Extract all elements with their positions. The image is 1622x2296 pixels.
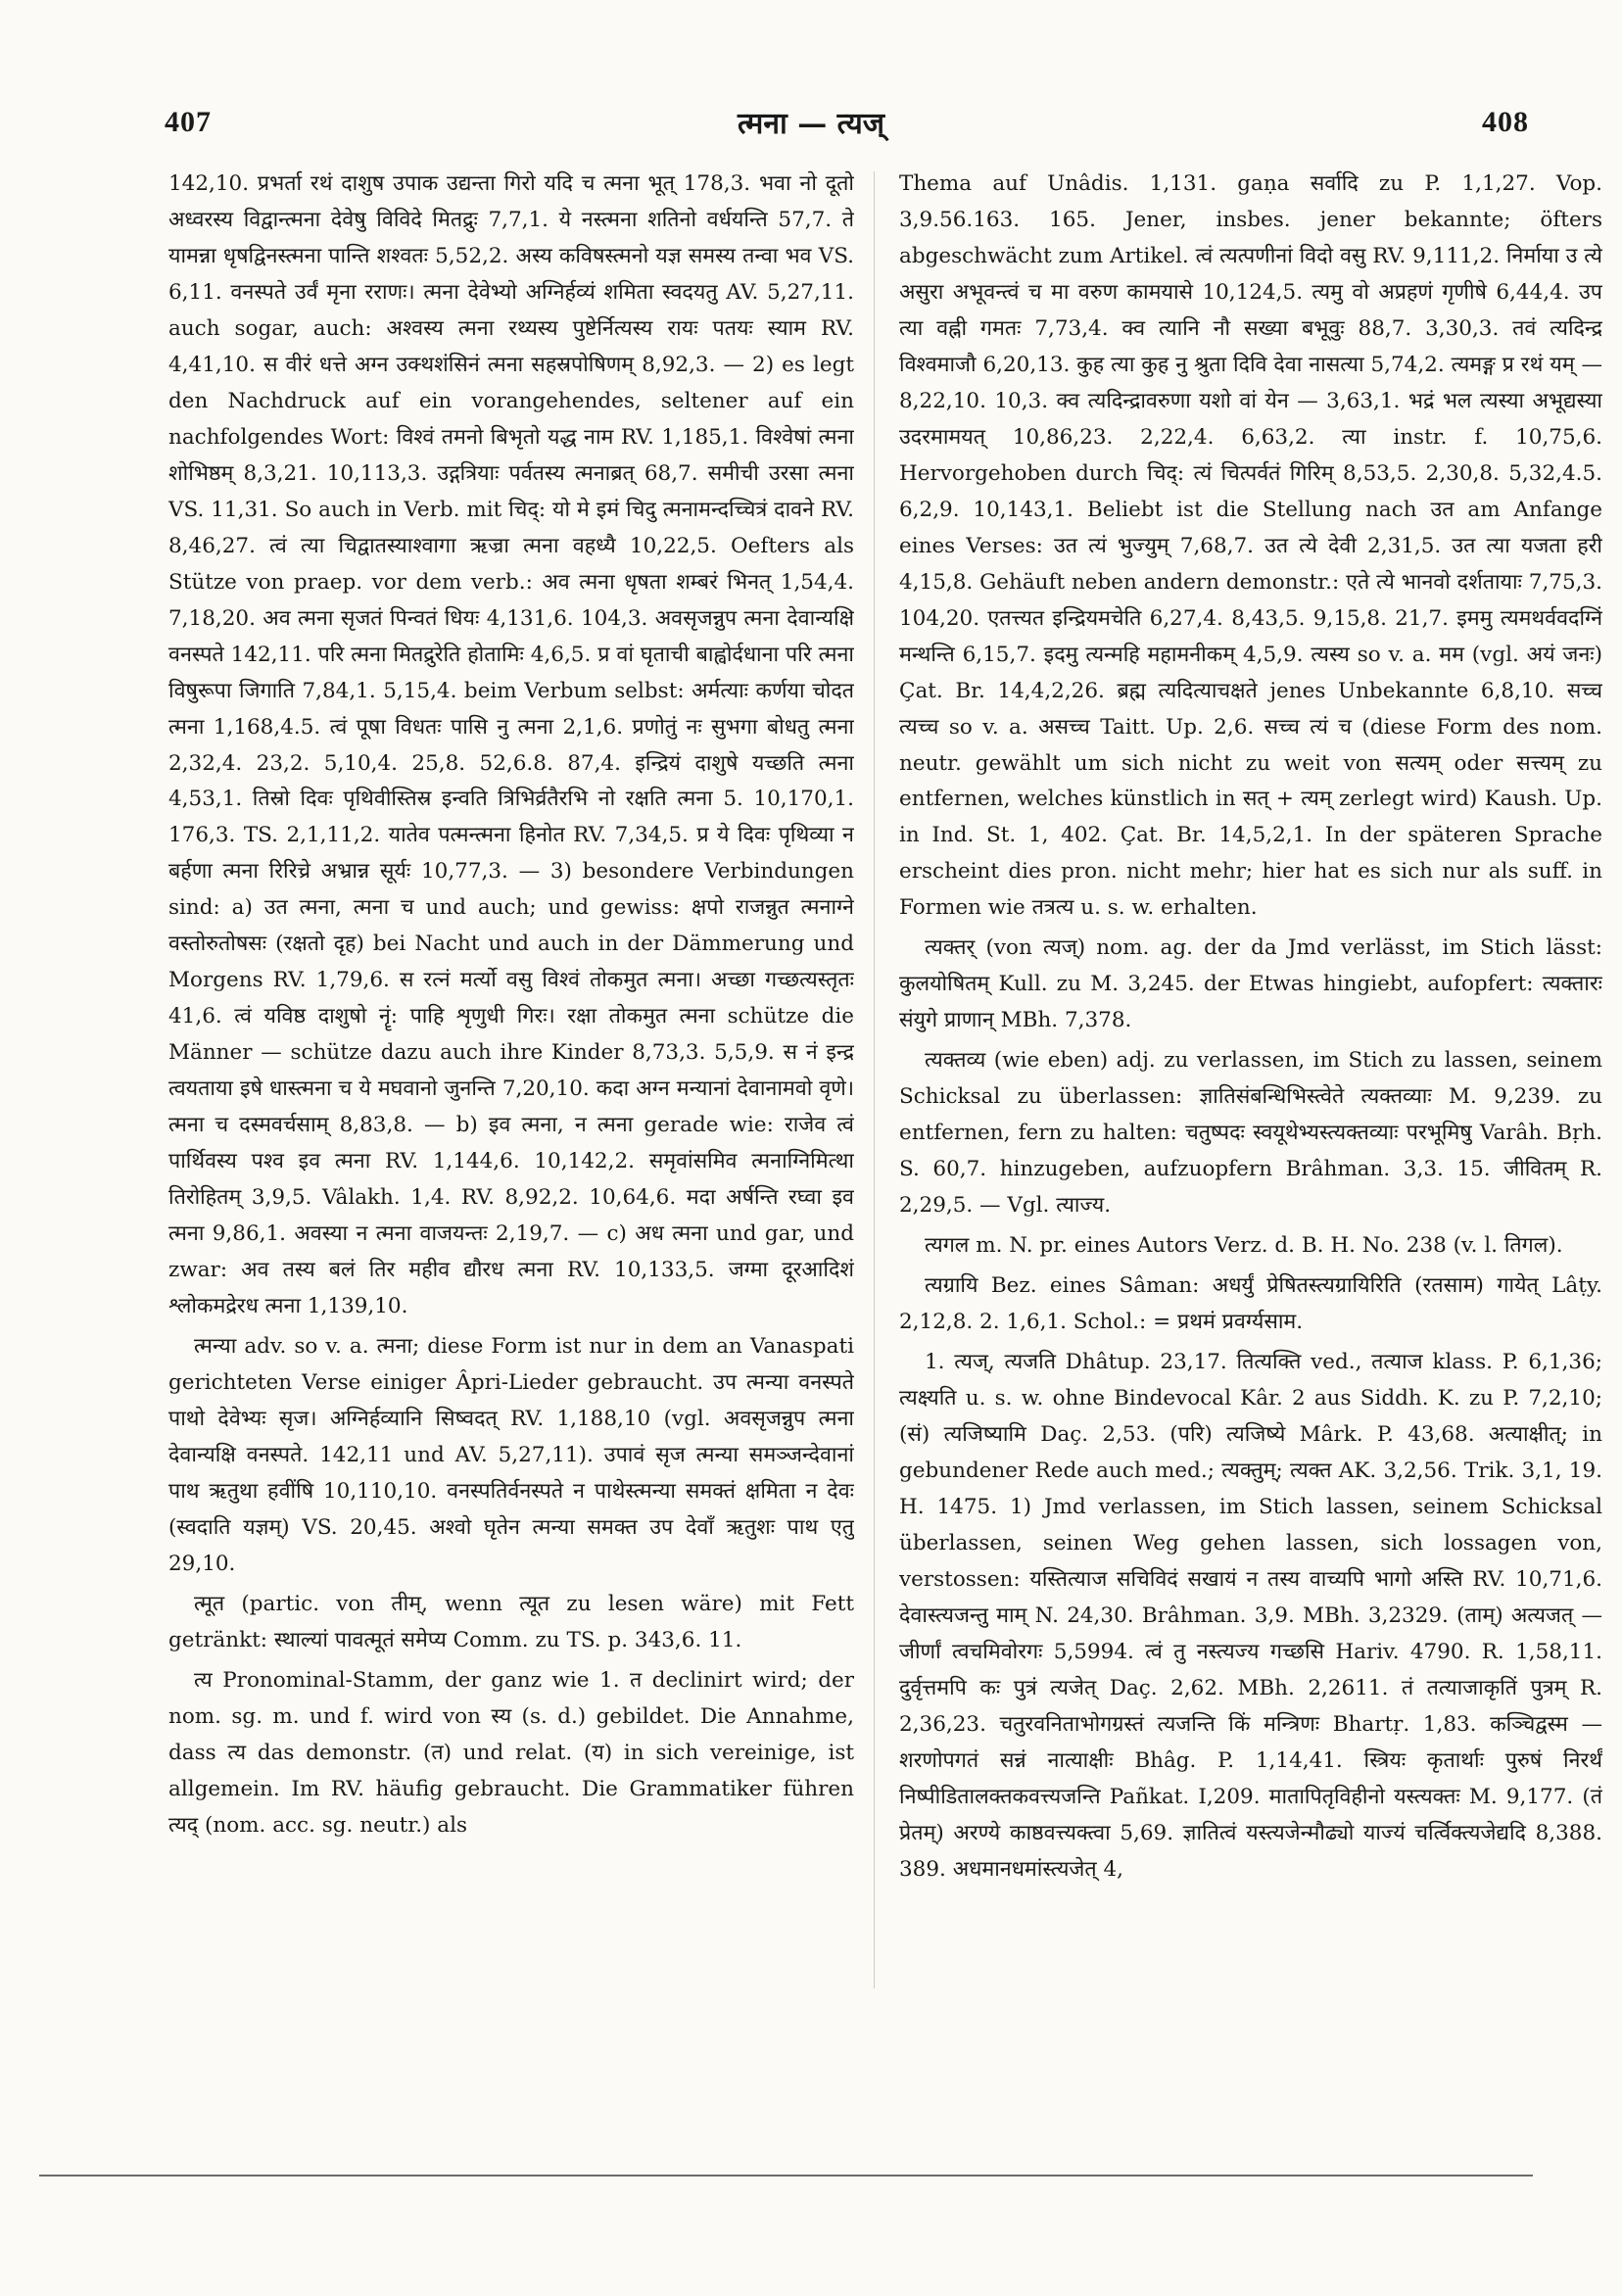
right-page-number: 408 [1482, 106, 1529, 138]
running-title: त्मना — त्यज् [737, 107, 885, 141]
entry-paragraph: 1. त्यज्, त्यजति Dhâtup. 23,17. तित्यक्ति ved., तत्याज klass. P. 6,1,36; त्यक्ष्यति u. s. w. ohne Bindevocal Kâr. 2 aus Siddh. K. zu P. 7,2,10; (सं) त्यजिष्यामि Daç. 2,53. (परि) त्यजिष्ये Mârk. P. 43,68. अत्याक्षीत्; in gebundener Rede auch med.; त्यक्तुम्; त्यक्त AK. 3,2,56. Trik. 3,1, 19. H. 1475. 1) Jmd verlassen, im Stich lassen, seinem Schicksal überlassen, seinen Weg gehen lassen, sich lossagen von, verstossen: यस्तित्याज सचिविदं सखायं न तस्य वाच्यपि भागो अस्ति RV. 10,71,6. देवास्त्यजन्तु माम् N. 24,30. Brâhman. 3,9. MBh. 3,2329. (ताम्) अत्यजत् — जीर्णां त्वचमिवोरगः 5,5994. त्वं तु नस्त्यज्य गच्छसि Hariv. 4790. R. 1,58,11. दुर्वृत्तमपि कः पुत्रं त्यजेत् Daç. 2,62. MBh. 2,2611. तं तत्याजाकृतिं पुत्रम् R. 2,36,23. चतुरवनिताभोगग्रस्तं त्यजन्ति किं मन्त्रिणः Bhartṛ. 1,83. कञ्चिद्वस्म — शरणोपगतं सन्नं नात्याक्षीः Bhâg. P. 1,14,41. स्त्रियः कृतार्थाः पुरुषं निरर्थं निष्पीडितालक्तकवत्त्यजन्ति Pañkat. I,209. मातापितृविहीनो यस्त्यक्तः M. 9,177. (तं प्रेतम्) अरण्ये काष्ठवत्त्यक्त्वा 5,69. ज्ञातित्वं यस्त्यजेन्मौढ्यो याज्यं चर्त्विक्त्यजेद्यदि 8,388. 389. अधमानधमांस्त्यजेत् 4, [899, 1350, 1602, 1882]
entry-paragraph: त्य Pronominal-Stamm, der ganz wie 1. त declinirt wird; der nom. sg. m. und f. wird von स्य (s. d.) gebildet. Die Annahme, dass त्य das demonstr. (त) und relat. (य) in sich vereinige, ist allgemein. Im RV. häufig gebraucht. Die Grammatiker führen त्यद् (nom. acc. sg. neutr.) als [168, 1667, 854, 1838]
column-divider [874, 171, 875, 1988]
entry-paragraph: त्मन्या adv. so v. a. त्मना; diese Form ist nur in dem an Vanaspati gerichteten Verse einiger Âpri-Lieder gebraucht. उप त्मन्या वनस्पते पाथो देवेभ्यः सृज। अग्निर्हव्यानि सिष्वदत् RV. 1,188,10 (vgl. अवसृजन्नुप त्मना देवान्यक्षि वनस्पते. 142,11 und AV. 5,27,11). उपावं सृज त्मन्या समञ्जन्देवानां पाथ ऋतुथा हवींषि 10,110,10. वनस्पतिर्वनस्पते न पाथेस्त्मन्या समक्तं क्षमिता न देवः (स्वदाति यज्ञम्) VS. 20,45. अश्वो घृतेन त्मन्या समक्त उप देवाँ ऋतुशः पाथ एतु 29,10. [168, 1334, 854, 1576]
entry-paragraph: त्यगल m. N. pr. eines Autors Verz. d. B. H. No. 238 (v. l. तिगल). [925, 1233, 1563, 1259]
entry-paragraph: त्यग्रायि Bez. eines Sâman: अधर्युं प्रेषितस्त्यग्रायिरिति (रतसाम) गायेत् Lâṭy. 2,12,8. 2. 1,6,1. Schol.: = प्रथमं प्रवर्ग्यसाम. [899, 1273, 1602, 1335]
entry-paragraph: त्मूत (partic. von तीम्, wenn त्यूत zu lesen wäre) mit Fett getränkt: स्थाल्यां पावत्मूतं समेप्य Comm. zu TS. p. 343,6. 11. [168, 1591, 854, 1652]
left-column [168, 167, 854, 1998]
entry-paragraph: त्यक्तव्य (wie eben) adj. zu verlassen, im Stich zu lassen, seinem Schicksal zu überlassen: ज्ञातिसंबन्धिभिस्त्वेते त्यक्तव्याः M. 9,239. zu entfernen, fern zu halten: चतुष्पदः स्वयूथेभ्यस्त्यक्तव्याः परभूमिषु Varâh. Bṛh. S. 60,7. hinzugeben, aufzuopfern Brâhman. 3,3. 15. जीवितम् R. 2,29,5. — Vgl. त्याज्य. [899, 1048, 1602, 1219]
entry-paragraph: 142,10. प्रभर्ता रथं दाशुष उपाक उद्यन्ता गिरो यदि च त्मना भूत् 178,3. भवा नो दूतो अध्वरस्य विद्वान्त्मना देवेषु विविदे मितद्रुः 7,7,1. ये नस्त्मना शतिनो वर्धयन्ति 57,7. ते यामन्ना धृषद्विनस्त्मना पान्ति शश्वतः 5,52,2. अस्य कविषस्त्मनो यज्ञ समस्य तन्वा भव VS. 6,11. वनस्पते उर्वं मृना रराणः। त्मना देवेभ्यो अग्निर्हव्यं शमिता स्वदयतु AV. 5,27,11. auch sogar, auch: अश्वस्य त्मना रथ्यस्य पुष्टेर्नित्यस्य रायः पतयः स्याम RV. 4,41,10. स वीरं धत्ते अग्न उक्थशंसिनं त्मना सहस्रपोषिणम् 8,92,3. — 2) es legt den Nachdruck auf ein vorangehendes, seltener auf ein nachfolgendes Wort: विश्वं तमनो बिभृतो यद्ध नाम RV. 1,185,1. विश्वेषां त्मना शोभिष्ठम् 8,3,21. 10,113,3. उद्गत्रियाः पर्वतस्य त्मनाब्रत् 68,7. समीची उरसा त्मना VS. 11,31. So auch in Verb. mit चिद्: यो मे इमं चिदु त्मनामन्दच्चित्रं दावने RV. 8,46,27. त्वं त्या चिद्वातस्याश्वागा ऋज्रा त्मना वहध्यै 10,22,5. Oefters als Stütze von praep. vor dem verb.: अव त्मना धृषता शम्बरं भिनत् 1,54,4. 7,18,20. अव त्मना सृजतं पिन्वतं धियः 4,131,6. 104,3. अवसृजन्नुप त्मना देवान्यक्षि वनस्पते 142,11. परि त्मना मितद्रुरेति होतामिः 4,6,5. प्र वां घृताची बाह्वोर्दधाना परि त्मना विषुरूपा जिगाति 7,84,1. 5,15,4. beim Verbum selbst: अर्मत्याः कर्णया चोदत त्मना 1,168,4.5. त्वं पूषा विधतः पासि नु त्मना 2,1,6. प्रणोतुं नः सुभगा बोधतु त्मना 2,32,4. 23,2. 5,10,4. 25,8. 52,6.8. 87,4. इन्द्रियं दाशुषे यच्छति त्मना 4,53,1. तिस्रो दिवः पृथिवीस्तिस्र इन्वति त्रिभिर्व्रतैरभि नो रक्षति त्मना 5. 10,170,1. 176,3. TS. 2,1,11,2. यातेव पत्मन्त्मना हिनोत RV. 7,34,5. प्र ये दिवः पृथिव्या न बर्हणा त्मना रिरिच्रे अभ्रान्न सूर्यः 10,77,3. — 3) besondere Verbindungen sind: a) उत त्मना, त्मना च und auch; und gewiss: क्षपो राजन्नुत त्मनाग्ने वस्तोरुतोषसः (रक्षतो दृह) bei Nacht und auch in der Dämmerung und Morgens RV. 1,79,6. स रत्नं मर्त्यो वसु विश्वं तोकमुत त्मना। अच्छा गच्छत्यस्तृतः 41,6. त्वं यविष्ठ दाशुषो नॄं: पाहि शृणुधी गिरः। रक्षा तोकमुत त्मना schütze die Männer — schütze dazu auch ihre Kinder 8,73,3. 5,5,9. स नं इन्द्र त्वयताया इषे धास्त्मना च ये मघवानो जुनन्ति 7,20,10. कदा अग्न मन्यानां देवानामवो वृणे। त्मना च दस्मवर्चसाम् 8,83,8. — b) इव त्मना, न त्मना gerade wie: राजेव त्वं पार्थिवस्य पश्व इव त्मना RV. 1,144,6. 10,142,2. समृवांसमिव त्मनाग्निमित्था तिरोहितम् 3,9,5. Vâlakh. 1,4. RV. 8,92,2. 10,64,6. मदा अर्षन्ति रघ्वा इव त्मना 9,86,1. अवस्या न त्मना वाजयन्तः 2,19,7. — c) अध त्मना und gar, und zwar: अव तस्य बलं तिर महीव द्यौरध त्मना RV. 10,133,5. जग्मा दूरआदिशं श्लोकमद्रेरध त्मना 1,139,10. [168, 171, 854, 1319]
entry-paragraph: Thema auf Unâdis. 1,131. gaṇa सर्वादि zu P. 1,1,27. Vop. 3,9.56.163. 165. Jener, insbes. jener bekannte; öfters abgeschwächt zum Artikel. त्वं त्यत्पणीनां विदो वसु RV. 9,111,2. निर्माया उ त्ये असुरा अभूवन्त्वं च मा वरुण कामयासे 10,124,5. त्यमु वो अप्रहणं गृणीषे 6,44,4. उप त्या वह्नी गमतः 7,73,4. क्व त्यानि नौ सख्या बभूवुः 88,7. 3,30,3. तवं त्यदिन्द्र विश्वमाजौ 6,20,13. कुह त्या कुह नु श्रुता दिवि देवा नासत्या 5,74,2. त्यमङ्ग प्र रथं यम् — 8,22,10. 10,3. क्व त्यदिन्द्रावरुणा यशो वां येन — 3,63,1. भद्रं भल त्यस्या अभूद्यस्या उदरमामयत् 10,86,23. 2,22,4. 6,63,2. त्या instr. f. 10,75,6. Hervorgehoben durch चिद्: त्यं चित्पर्वतं गिरिम् 8,53,5. 2,30,8. 5,32,4.5. 6,2,9. 10,143,1. Beliebt ist die Stellung nach उत am Anfange eines Verses: उत त्यं भुज्युम् 7,68,7. उत त्ये देवी 2,31,5. उत त्या यजता हरी 4,15,8. Gehäuft neben andern demonstr.: एते त्ये भानवो दर्शतायाः 7,75,3. 104,20. एतत्त्यत इन्द्रियमचेति 6,27,4. 8,43,5. 9,15,8. 21,7. इममु त्यमथर्ववदग्निं मन्थन्ति 6,15,7. इदमु त्यन्महि महामनीकम् 4,5,9. त्यस्य so v. a. मम (vgl. अयं जनः) Çat. Br. 14,4,2,26. ब्रह्म त्यदित्याचक्षते jenes Unbekannte 6,8,10. सच्च त्यच्च so v. a. असच्च Taitt. Up. 2,6. सच्च त्यं च (diese Form des nom. neutr. gewählt um sich nicht zu weit von सत्यम् oder सत्त्यम् zu entfernen, welches künstlich in सत् + त्यम् zerlegt wird) Kaush. Up. in Ind. St. 1, 402. Çat. Br. 14,5,2,1. In der späteren Sprache erscheint dies pron. nicht mehr; hier hat es sich nur als suff. in Formen wie तत्रत्य u. s. w. erhalten. [899, 171, 1602, 921]
footer-rule [39, 2175, 1533, 2176]
left-page-number: 407 [165, 106, 212, 138]
entry-paragraph: त्यक्तर् (von त्यज्) nom. ag. der da Jmd verlässt, im Stich lässt: कुलयोषितम् Kull. zu M. 3,245. der Etwas hingiebt, aufopfert: त्यक्तारः संयुगे प्राणान् MBh. 7,378. [899, 935, 1602, 1033]
page-header [0, 0, 1622, 147]
right-column [899, 167, 1602, 1998]
